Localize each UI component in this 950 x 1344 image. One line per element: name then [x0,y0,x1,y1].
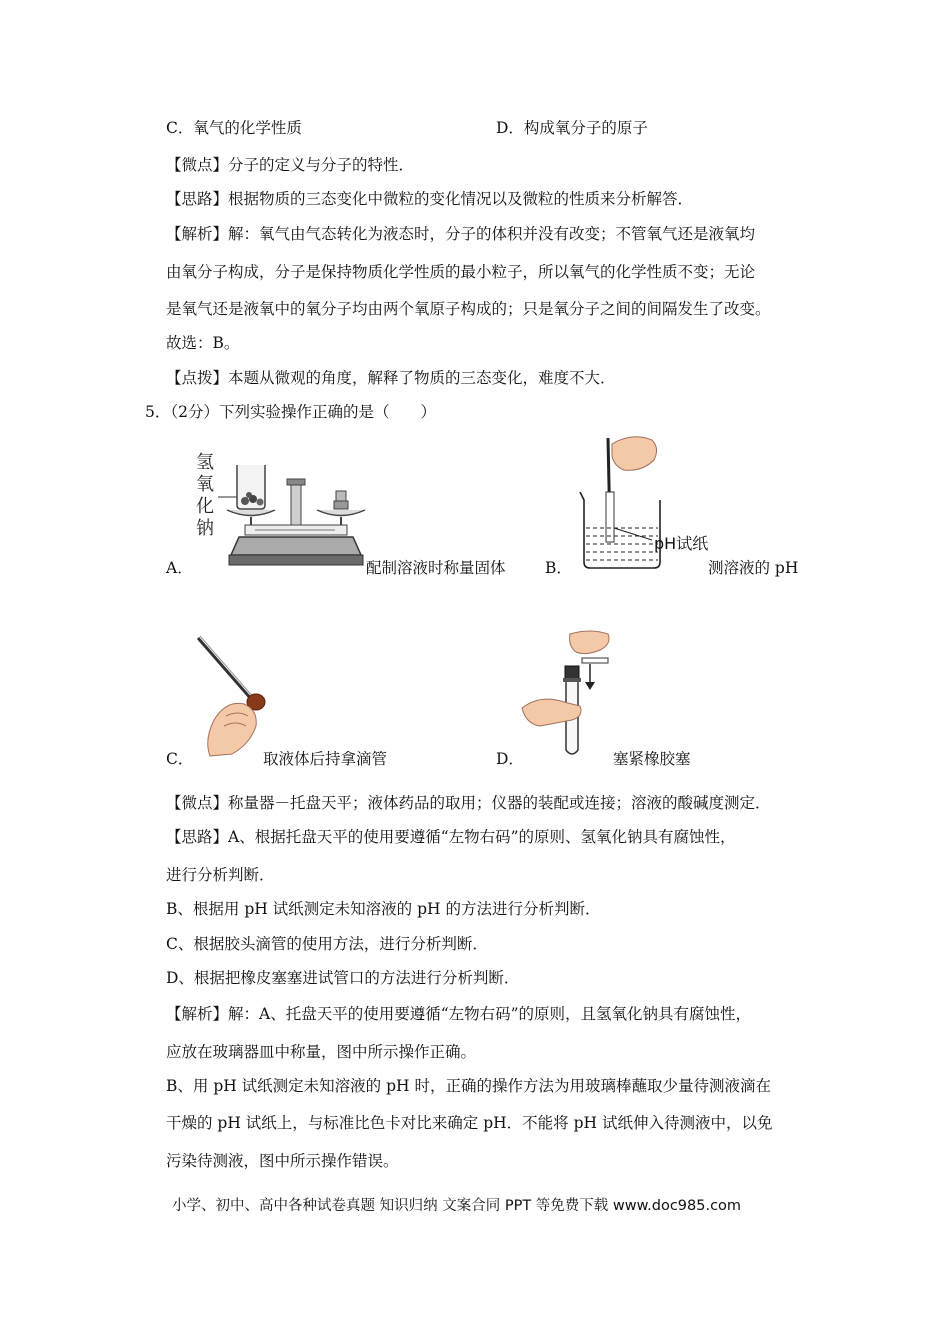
q5-option-c-text: 取液体后持拿滴管 [263,750,388,768]
q5-jiexi-line: 污染待测液，图中所示操作错误。 [166,1152,399,1170]
figure-a-label-char: 化 [196,496,214,517]
q5-jiexi-line: 干燥的 pH 试纸上，与标准比色卡对比来确定 pH．不能将 pH 试纸伸入待测液中，以免 [166,1114,773,1132]
ph-paper-label: pH试纸 [654,534,709,553]
q5-silu-line: 进行分析判断． [166,866,275,884]
q5-jiexi-line: 应放在玻璃器皿中称量，图中所示操作正确。 [166,1043,477,1061]
q4-dianbo: 【点拨】本题从微观的角度，解释了物质的三态变化，难度不大． [166,369,616,387]
figure-a-label-char: 钠 [196,518,214,539]
q5-option-a-text: 配制溶液时称量固体 [366,559,506,577]
q5-option-d-text: 塞紧橡胶塞 [613,750,691,768]
q4-jiexi-line: 由氧分子构成，分子是保持物质化学性质的最小粒子，所以氧气的化学性质不变；无论 [166,263,756,281]
q4-weidian: 【微点】分子的定义与分子的特性． [166,156,415,174]
q5-option-a-letter: A． [166,559,193,577]
balance-figure [215,455,367,575]
q4-option-c: C．氧气的化学性质 [166,119,302,137]
q5-silu-line: D、根据把橡皮塞塞进试管口的方法进行分析判断． [166,969,520,987]
q4-option-d: D．构成氧分子的原子 [496,119,648,137]
figure-a-label-char: 氢 [196,452,214,473]
q5-option-b-text: 测溶液的 pH [708,559,799,577]
q5-option-b-letter: B． [545,559,572,577]
q4-jiexi-line: 是氧气还是液氧中的氧分子均由两个氧原子构成的；只是氧分子之间的间隔发生了改变。 [166,300,771,318]
q5-stem: 5．（2分）下列实验操作正确的是（ ） [145,403,436,421]
q4-jiexi-line: 【解析】解：氧气由气态转化为液态时，分子的体积并没有改变；不管氧气还是液氧均 [166,225,756,243]
q5-silu-line: 【思路】A、根据托盘天平的使用要遵循“左物右码”的原则、氢氧化钠具有腐蚀性， [166,828,736,846]
q5-option-c-letter: C． [166,750,194,768]
q4-answer: 故选：B。 [166,334,240,352]
q5-jiexi-line: 【解析】解：A、托盘天平的使用要遵循“左物右码”的原则，且氢氧化钠具有腐蚀性， [166,1005,752,1023]
dropper-figure [196,636,276,756]
q4-silu: 【思路】根据物质的三态变化中微粒的变化情况以及微粒的性质来分析解答． [166,190,694,208]
q5-silu-line: B、根据用 pH 试纸测定未知溶液的 pH 的方法进行分析判断． [166,900,601,918]
q5-option-d-letter: D． [496,750,524,768]
q5-jiexi-line: B、用 pH 试纸测定未知溶液的 pH 时，正确的操作方法为用玻璃棒蘸取少量待测液滴在 [166,1077,771,1095]
figure-a-label-char: 氧 [196,474,214,495]
q5-silu-line: C、根据胶头滴管的使用方法，进行分析判断． [166,935,488,953]
page-footer: 小学、初中、高中各种试卷真题 知识归纳 文案合同 PPT 等免费下载 www.doc985.com [172,1198,742,1214]
figure-a-label [194,452,216,540]
stopper-figure [520,630,620,758]
q5-weidian: 【微点】称量器－托盘天平；液体药品的取用；仪器的装配或连接；溶液的酸碱度测定． [166,794,771,812]
